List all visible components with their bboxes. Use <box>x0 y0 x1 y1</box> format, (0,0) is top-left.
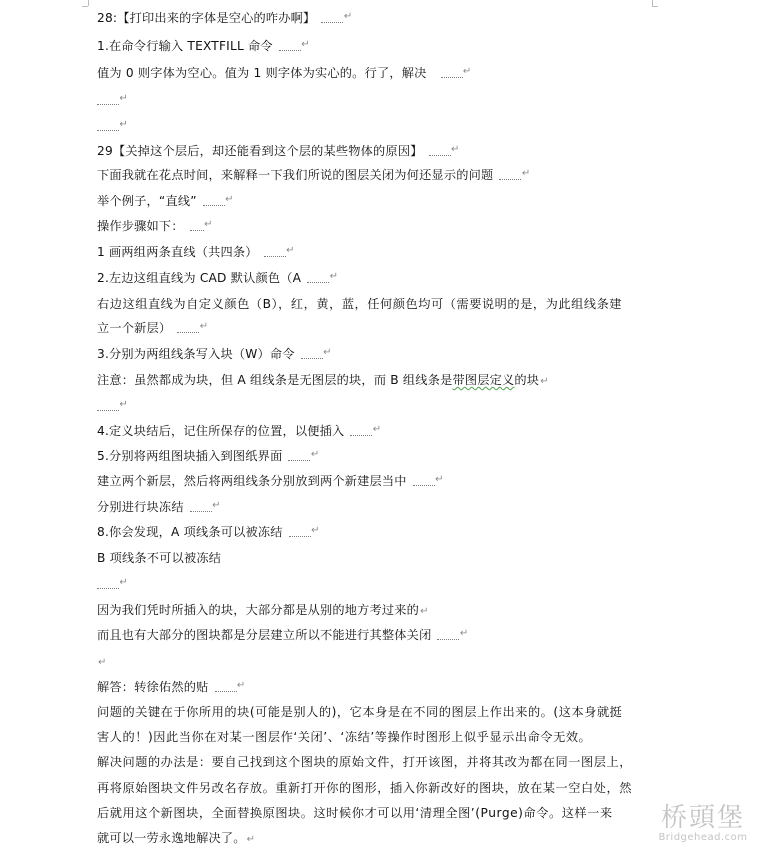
doc-line[interactable] <box>97 320 657 336</box>
paragraph-mark <box>413 477 435 486</box>
empty-line[interactable] <box>97 398 657 414</box>
paragraph-mark <box>279 42 301 51</box>
paragraph-mark <box>499 171 521 180</box>
line-text: 2.左边这组直线为 CAD 默认颜色（A <box>97 271 302 285</box>
doc-line[interactable] <box>97 38 657 54</box>
line-text: 4.定义块结后，记住所保存的位置，以便插入 <box>97 424 345 438</box>
paragraph-mark <box>441 69 463 78</box>
watermark-url: Bridgehead.com <box>658 832 748 843</box>
doc-line[interactable] <box>97 218 657 234</box>
doc-line[interactable] <box>97 473 657 489</box>
line-text: 而且也有大部分的图块都是分层建立所以不能进行其整体关闭 <box>97 628 432 642</box>
paragraph-mark <box>203 197 225 206</box>
empty-line[interactable] <box>97 576 657 592</box>
doc-line[interactable] <box>97 296 657 312</box>
line-text: 8.你会发现，A 项线条可以被冻结 <box>97 525 283 539</box>
doc-line[interactable] <box>97 65 657 81</box>
line-text: 立一个新层） <box>97 321 172 335</box>
doc-line[interactable] <box>97 10 657 26</box>
spellcheck-text: 带图层定义 <box>452 373 515 387</box>
doc-line[interactable] <box>97 193 657 209</box>
doc-line[interactable] <box>97 372 657 390</box>
line-text: 下面我就在花点时间，来解释一下我们所说的图层关闭为何还显示的问题 <box>97 168 494 182</box>
doc-line[interactable] <box>97 167 657 183</box>
line-text: 值为 0 则字体为空心。值为 1 则字体为实心的。行了，解决 <box>97 66 427 80</box>
line-text: B 项线条不可以被冻结 <box>97 551 222 565</box>
paragraph-mark <box>190 503 212 512</box>
doc-line[interactable] <box>97 805 657 821</box>
line-text: 注意：虽然都成为块，但 A 组线条是无图层的块，而 B 组线条是 <box>97 373 453 387</box>
paragraph-mark <box>97 122 119 131</box>
doc-line[interactable] <box>97 270 657 286</box>
doc-line[interactable] <box>97 627 657 643</box>
paragraph-mark <box>177 324 199 333</box>
paragraph-mark <box>429 147 451 156</box>
line-text: 问题的关键在于你所用的块(可能是别人的)，它本身是在不同的图层上作出来的。(这本身就挺 <box>97 705 623 719</box>
doc-line[interactable] <box>97 679 657 695</box>
doc-line[interactable] <box>97 143 657 159</box>
doc-line[interactable] <box>97 499 657 515</box>
line-text: 5.分别将两组图块插入到图纸界面 <box>97 449 283 463</box>
line-text: 操作步骤如下： <box>97 219 184 233</box>
line-text: 的块 <box>514 373 540 387</box>
doc-line[interactable] <box>97 524 657 540</box>
line-text: 害人的！)因此当你在对某一图层作‘关闭’、‘冻结’等操作时图形上似乎显示出命令无效。 <box>97 730 592 744</box>
margin-corner-mark <box>652 6 658 7</box>
paragraph-mark <box>350 427 372 436</box>
paragraph-mark: ↵ <box>540 376 549 387</box>
line-text: 因为我们凭时所插入的块，大部分都是从别的地方考过来的 <box>97 603 420 617</box>
paragraph-mark: ↵ <box>246 834 256 845</box>
paragraph-mark <box>321 14 343 23</box>
line-text: 1 画两组两条直线（共四条） <box>97 245 258 259</box>
paragraph-mark <box>190 222 204 231</box>
paragraph-mark <box>437 631 459 640</box>
watermark-text: 桥頭堡 <box>660 803 745 833</box>
line-text: 右边这组直线为自定义颜色（B），红，黄，蓝，任何颜色均可（需要说明的是，为此组线条建 <box>97 297 623 311</box>
watermark-logo <box>648 804 758 850</box>
doc-line[interactable] <box>97 550 657 566</box>
paragraph-mark <box>215 683 237 692</box>
line-text: 后就用这个新图块，全面替换原图块。这时候你才可以用‘清理全图’(Purge)命令。这样一来 <box>97 806 613 820</box>
paragraph-mark <box>307 274 329 283</box>
doc-line[interactable] <box>97 729 657 745</box>
paragraph-mark: ↵ <box>98 657 107 668</box>
empty-line[interactable] <box>97 92 657 108</box>
doc-line[interactable] <box>97 423 657 439</box>
paragraph-mark <box>97 96 119 105</box>
doc-line[interactable] <box>97 346 657 362</box>
doc-line[interactable] <box>97 448 657 464</box>
line-text: 举个例子，“直线” <box>97 194 197 208</box>
doc-line[interactable] <box>97 704 657 720</box>
paragraph-mark <box>97 580 119 589</box>
paragraph-mark <box>264 248 286 257</box>
margin-corner-mark <box>82 6 88 7</box>
doc-line[interactable] <box>97 780 657 796</box>
doc-line[interactable] <box>97 830 657 848</box>
line-text: 3.分别为两组线条写入块（W）命令 <box>97 347 295 361</box>
line-text: 1.在命令行输入 TEXTFILL 命令 <box>97 39 273 53</box>
paragraph-mark <box>289 528 311 537</box>
line-text: 解答：转徐佑然的贴 <box>97 680 209 694</box>
line-text: 分别进行块冻结 <box>97 500 184 514</box>
line-text: 再将原始图块文件另改名存放。重新打开你的图形，插入你新改好的图块，放在某一空白处，然 <box>97 781 632 795</box>
section-heading-29: 29【关掉这个层后，却还能看到这个层的某些物体的原因】 <box>97 144 423 158</box>
doc-line[interactable] <box>97 244 657 260</box>
line-text: 建立两个新层，然后将两组线条分别放到两个新建层当中 <box>97 474 407 488</box>
empty-line[interactable] <box>97 653 657 671</box>
doc-line[interactable] <box>97 602 657 620</box>
line-text: 就可以一劳永逸地解决了。 <box>97 831 246 845</box>
paragraph-mark <box>288 452 310 461</box>
section-heading-28: 28:【打印出来的字体是空心的咋办啊】 <box>97 11 316 25</box>
paragraph-mark <box>97 402 119 411</box>
paragraph-mark <box>301 350 323 359</box>
line-text: 解决问题的办法是：要自己找到这个图块的原始文件，打开该图，并将其改为都在同一图层上， <box>97 755 632 769</box>
margin-corner-mark <box>88 0 89 6</box>
paragraph-mark: ↵ <box>420 606 429 617</box>
empty-line[interactable] <box>97 118 657 134</box>
doc-line[interactable] <box>97 754 657 770</box>
